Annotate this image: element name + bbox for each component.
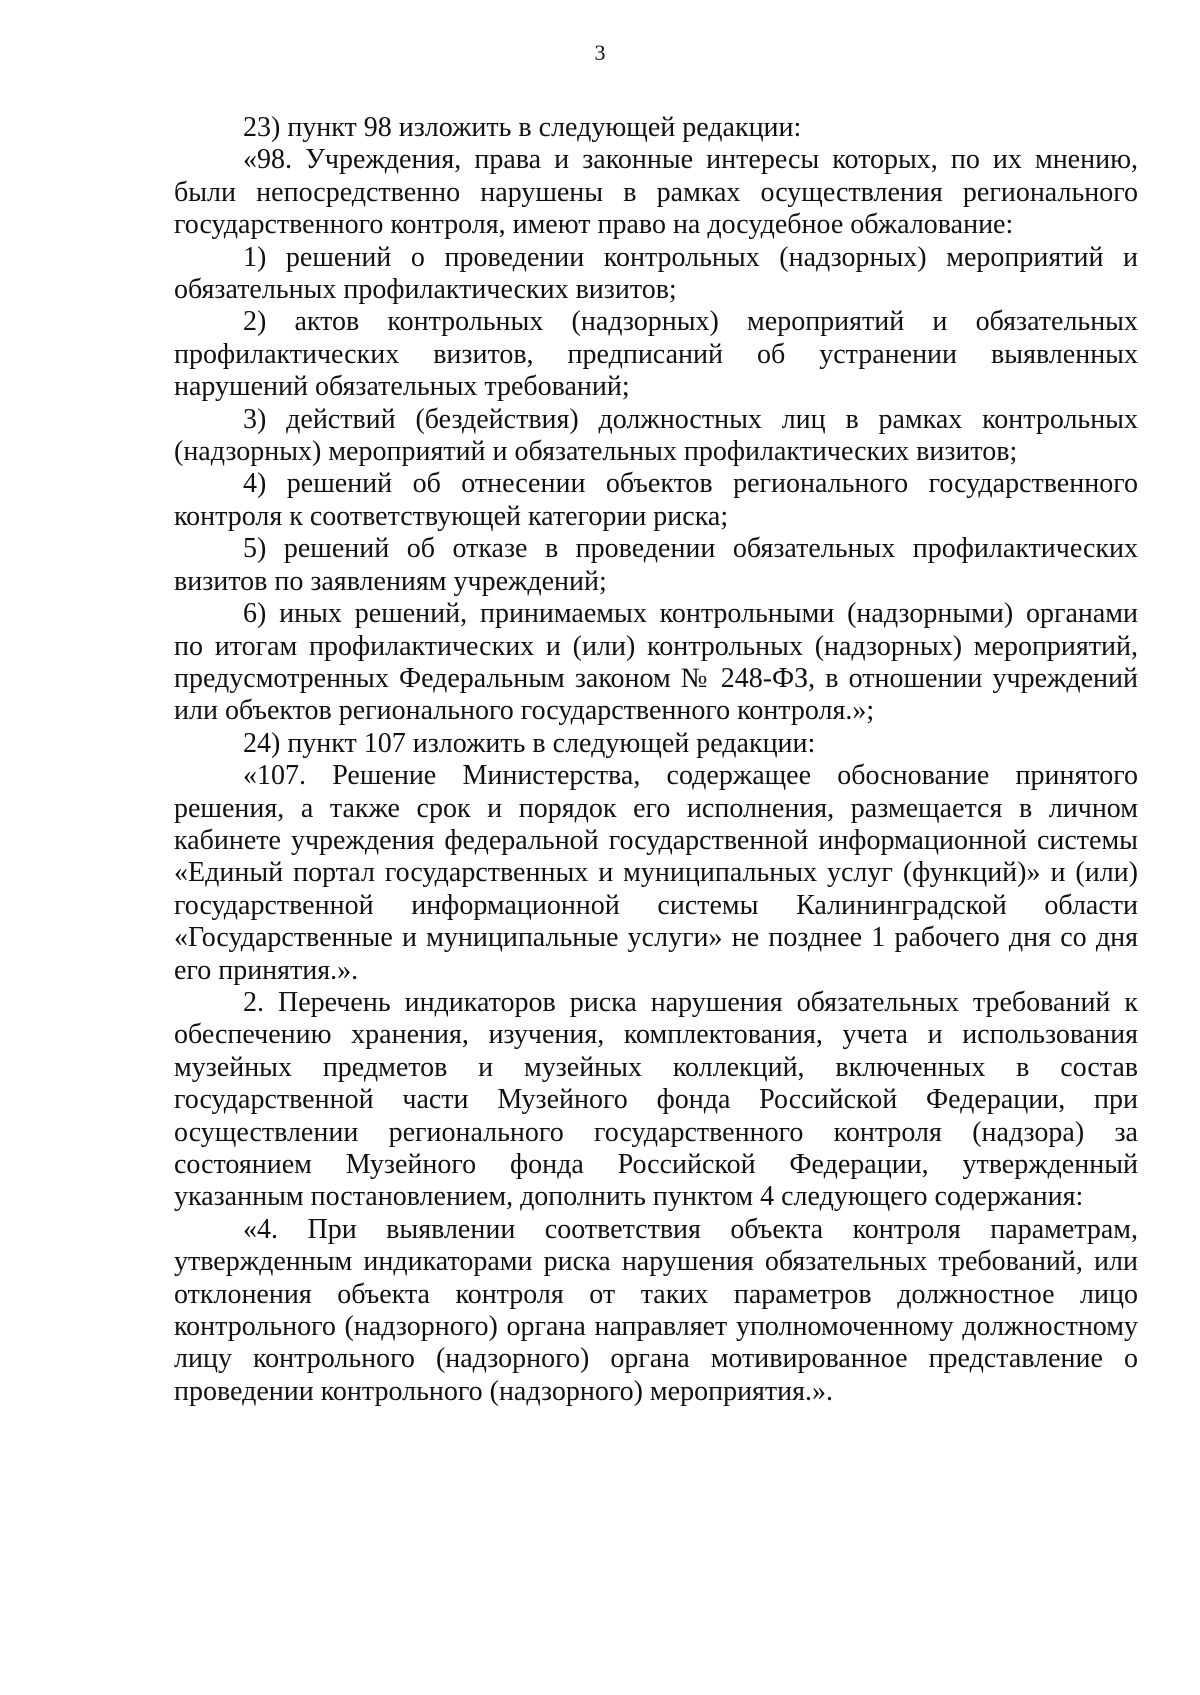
- paragraph-item-23: 23) пункт 98 изложить в следующей редакции:: [243, 112, 802, 143]
- document-body: [174, 112, 1138, 1408]
- paragraph-subitem-3: 3) действий (бездействия) должностных лиц в рамках контрольных (надзорных) мероприятий и обязательных профилактических визитов;: [174, 403, 1138, 468]
- paragraph-subitem-1: 1) решений о проведении контрольных (надзорных) мероприятий и обязательных профилактических визитов;: [174, 241, 1138, 306]
- paragraph-subitem-4: 4) решений об отнесении объектов регионального государственного контроля к соответствующей категории риска;: [174, 468, 1138, 532]
- paragraph-subitem-2: 2) актов контрольных (надзорных) мероприятий и обязательных профилактических визитов, предписаний об устранении выявленных нарушений обязательных требований;: [174, 306, 1138, 403]
- paragraph-subitem-5: 5) решений об отказе в проведении обязательных профилактических визитов по заявлениям учреждений;: [174, 533, 1138, 597]
- paragraph-clause-4: «4. При выявлении соответствия объекта контроля параметрам, утвержденным индикаторами риска нарушения обязательных требований, или отклонения объекта контроля от таких параметров должностное лицо контрольного (надзорного) органа направляет уполномоченному должностному лицу контрольного (надзорного) органа мотивированное представление о проведении контрольного (надзорного) мероприятия.».: [174, 1213, 1138, 1407]
- paragraph-clause-107: «107. Решение Министерства, содержащее обоснование принятого решения, а также срок и порядок его исполнения, размещается в личном кабинете учреждения федеральной государственной информационной системы «Единый портал государственных и муниципальных услуг (функций)» и (или) государственной информационной системы Калининградской области «Государственные и муниципальные услуги» не позднее 1 рабочего дня со дня его принятия.».: [174, 760, 1138, 986]
- paragraph-section-2: 2. Перечень индикаторов риска нарушения обязательных требований к обеспечению хранения, изучения, комплектования, учета и использования музейных предметов и музейных коллекций, включенных в состав государственной части Музейного фонда Российской Федерации, при осуществлении регионального государственного контроля (надзора) за состоянием Музейного фонда Российской Федерации, утвержденный указанным постановлением, дополнить пунктом 4 следующего содержания:: [174, 986, 1138, 1213]
- paragraph-clause-98: «98. Учреждения, права и законные интересы которых, по их мнению, были непосредственно нарушены в рамках осуществления регионального государственного контроля, имеют право на досудебное обжалование:: [174, 144, 1138, 241]
- page-number: 3: [594, 40, 606, 65]
- paragraph-item-24: 24) пункт 107 изложить в следующей редакции:: [243, 727, 816, 759]
- paragraph-subitem-6: 6) иных решений, принимаемых контрольными (надзорными) органами по итогам профилактических и (или) контрольных (надзорных) мероприятий, предусмотренных Федеральным законом № 248-ФЗ, в отношении учреждений или объектов регионального государственного контроля.»;: [174, 598, 1138, 727]
